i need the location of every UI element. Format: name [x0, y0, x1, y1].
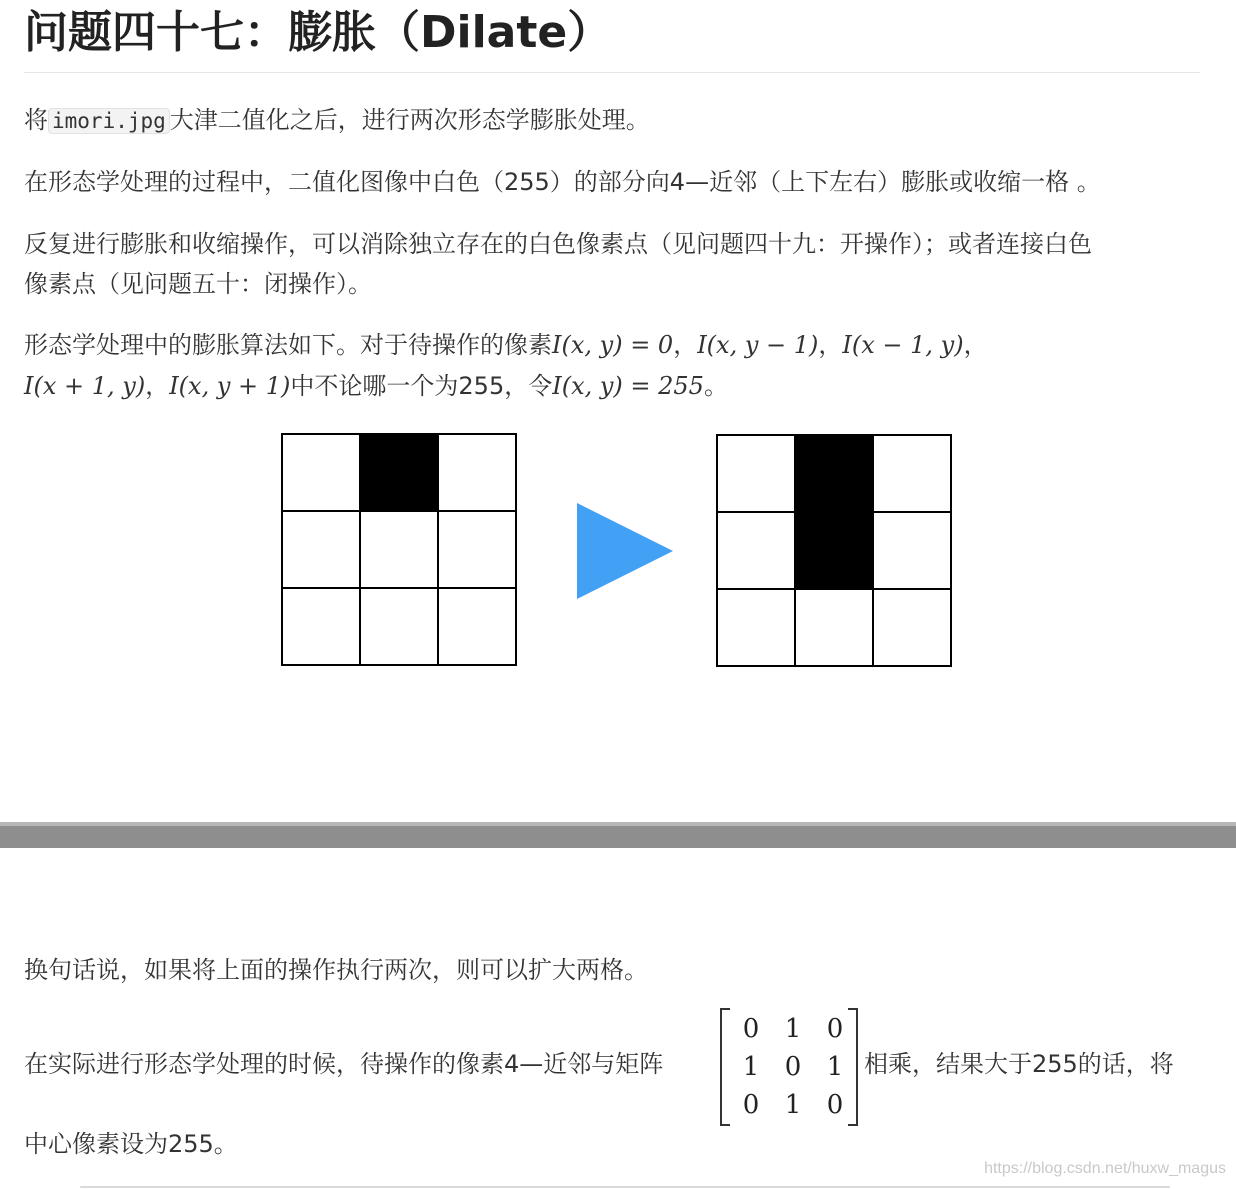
grid-before-dilation: [281, 433, 517, 666]
algorithm-text: 。: [703, 372, 728, 400]
matrix-cell: 1: [784, 1090, 802, 1120]
intro-text-before: 将: [24, 106, 48, 134]
grid-cell-white: [873, 435, 951, 512]
arrow-right-icon: [574, 500, 676, 602]
paragraph-matrix-text-b: 相乘，结果大于255的话，将: [864, 1050, 1174, 1078]
kernel-matrix: [720, 1008, 858, 1126]
matrix-cell: 0: [826, 1090, 844, 1120]
matrix-cell: 0: [742, 1090, 760, 1120]
paragraph-repeat-line1: 反复进行膨胀和收缩操作，可以消除独立存在的白色像素点（见问题四十九：开操作）；或者连接白色: [24, 230, 1092, 258]
math-expression: I(x, y) = 0: [552, 331, 674, 359]
paragraph-algorithm-line2: [24, 366, 728, 406]
grid-cell-white: [717, 435, 795, 512]
separator: ，: [818, 331, 843, 359]
grid-cell-white: [873, 512, 951, 589]
intro-text-after: 大津二值化之后，进行两次形态学膨胀处理。: [169, 106, 650, 134]
math-expression: I(x − 1, y): [842, 331, 964, 359]
matrix-cell: 0: [784, 1052, 802, 1082]
grid-cell-white: [360, 588, 438, 665]
separator: ，: [145, 372, 170, 400]
grid-cell-white: [717, 589, 795, 666]
arrow-triangle: [577, 503, 673, 599]
paragraph-intro: [24, 100, 650, 141]
grid-cell-black: [795, 435, 873, 512]
matrix-cell: 1: [742, 1052, 760, 1082]
grid-cell-white: [873, 589, 951, 666]
algorithm-text: 形态学处理中的膨胀算法如下。对于待操作的像素: [24, 331, 552, 359]
grid-cell-white: [282, 588, 360, 665]
paragraph-repeat-line2: 像素点（见问题五十：闭操作）。: [24, 270, 372, 298]
kernel-matrix-values: [730, 1010, 856, 1124]
watermark-url: https://blog.csdn.net/huxw_magus: [984, 1160, 1226, 1177]
matrix-cell: 0: [826, 1014, 844, 1044]
paragraph-matrix-line2: 中心像素设为255。: [24, 1130, 238, 1158]
matrix-cell: 1: [784, 1014, 802, 1044]
page-title: 问题四十七：膨胀（Dilate）: [24, 7, 612, 58]
grid-after-dilation: [716, 434, 952, 667]
paragraph-algorithm-line1: [24, 325, 988, 365]
paragraph-twice: 换句话说，如果将上面的操作执行两次，则可以扩大两格。: [24, 956, 648, 984]
bottom-edge-line: [80, 1186, 1170, 1188]
grid-cell-white: [795, 589, 873, 666]
grid-cell-white: [282, 434, 360, 511]
math-expression: I(x, y) = 255: [552, 372, 704, 400]
algorithm-text: 中不论哪一个为255，令: [290, 372, 553, 400]
matrix-cell: 1: [826, 1052, 844, 1082]
separator: ，: [673, 331, 698, 359]
section-divider-band: [0, 826, 1236, 848]
grid-cell-white: [282, 511, 360, 588]
math-expression: I(x, y − 1): [697, 331, 819, 359]
paragraph-matrix-text-a: 在实际进行形态学处理的时候，待操作的像素4—近邻与矩阵: [24, 1050, 664, 1078]
math-expression: I(x, y + 1): [169, 372, 291, 400]
inline-code-filename: imori.jpg: [48, 108, 170, 134]
grid-cell-white: [717, 512, 795, 589]
title-divider: [24, 72, 1200, 73]
grid-cell-black: [360, 434, 438, 511]
matrix-cell: 0: [742, 1014, 760, 1044]
paragraph-neighborhood: 在形态学处理的过程中，二值化图像中白色（255）的部分向4—近邻（上下左右）膨胀或收缩一格 。: [24, 168, 1101, 196]
grid-cell-black: [795, 512, 873, 589]
grid-cell-white: [438, 511, 516, 588]
separator: ，: [963, 331, 988, 359]
grid-cell-white: [438, 434, 516, 511]
grid-cell-white: [438, 588, 516, 665]
math-expression: I(x + 1, y): [24, 372, 146, 400]
grid-cell-white: [360, 511, 438, 588]
